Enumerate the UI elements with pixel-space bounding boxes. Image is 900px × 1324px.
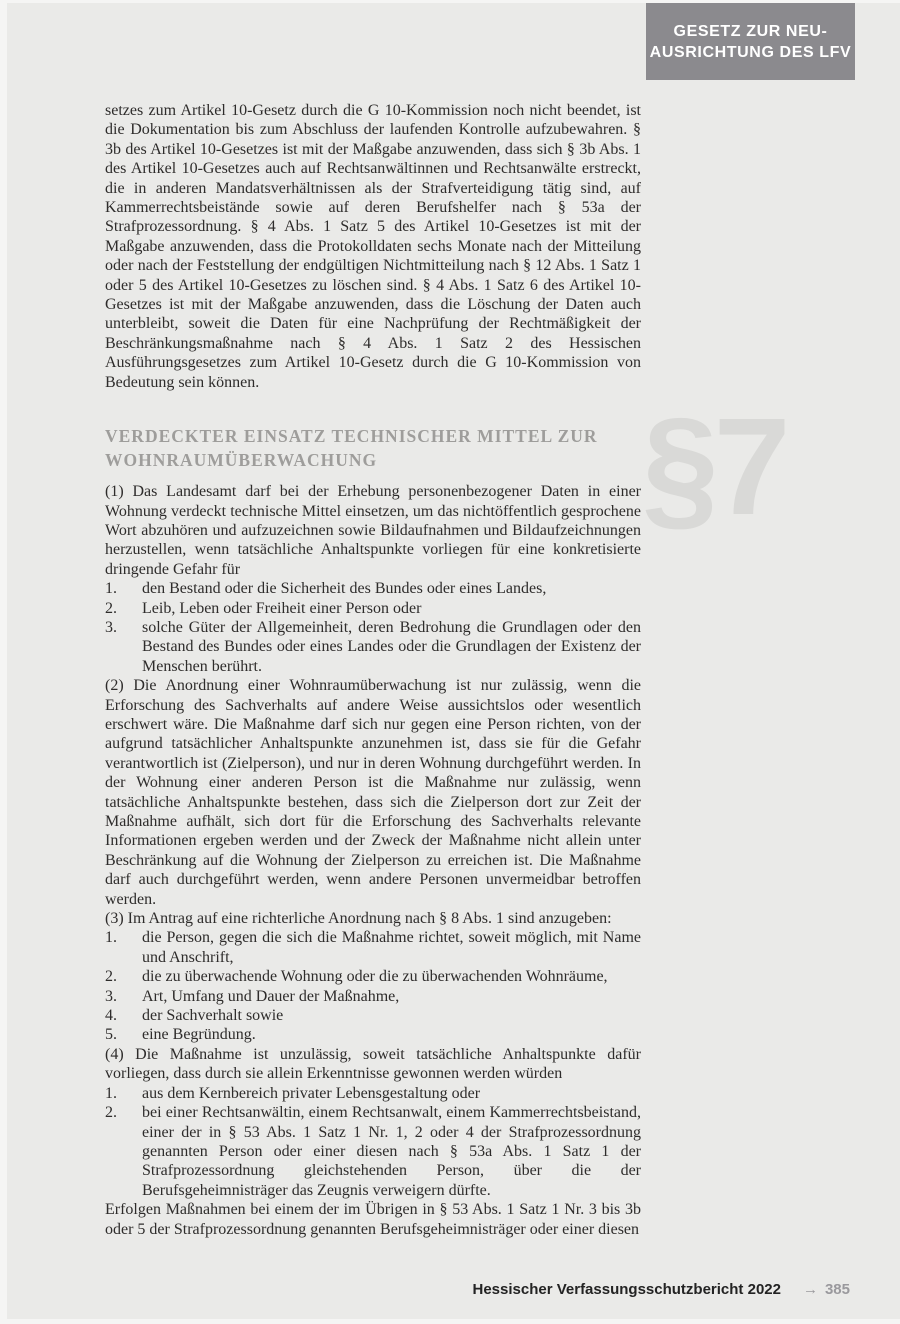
list-item-text: Art, Umfang und Dauer der Maßnahme, [142, 987, 400, 1005]
list-paragraph-1 [105, 579, 641, 676]
list-item [105, 1084, 641, 1103]
list-item-text: aus dem Kernbereich privater Lebensgestaltung oder [142, 1084, 481, 1102]
list-item [105, 1103, 641, 1200]
list-paragraph-4 [105, 1084, 641, 1200]
chapter-header-tab [646, 3, 855, 80]
list-item-text: bei einer Rechtsanwältin, einem Rechtsanwalt, einem Kammerrechtsbeistand, einer der in § 53 Abs. 1 Satz 1 Nr. 1, 2 oder 4 der Strafprozessordnung genannten Person oder einer diesen nach § 53a Abs. 1 Satz 1 der Strafprozessordnung gleichstehenden Person, über die der Berufsgeheimnisträger das Zeugnis verweigern dürfte. [142, 1104, 641, 1199]
list-item-number: 3. [105, 618, 117, 636]
page-edge-bottom [0, 1319, 900, 1324]
list-item-number: 1. [105, 929, 117, 947]
list-item [105, 618, 641, 676]
paragraph-1: (1) Das Landesamt darf bei der Erhebung personenbezogener Daten in einer Wohnung verdeckt technische Mittel einsetzen, um das nichtöffentlich gesprochene Wort abzuhören und aufzuzeichnen sowie Bildaufnahmen und Bildaufzeichnungen herzustellen, wenn tatsächliche Anhaltspunkte vorliegen für eine konkretisierte dringende Gefahr für [105, 483, 641, 578]
list-item-text: die zu überwachende Wohnung oder die zu überwachenden Wohnräume, [142, 968, 608, 986]
list-item-number: 1. [105, 580, 117, 598]
list-item-text: der Sachverhalt sowie [142, 1007, 284, 1025]
list-item-number: 2. [105, 1104, 117, 1122]
list-item-number: 2. [105, 968, 117, 986]
paragraph-4: (4) Die Maßnahme ist unzulässig, soweit tatsächliche Anhaltspunkte dafür vorliegen, dass durch sie allein Erkenntnisse gewonnen werden würden [105, 1045, 641, 1083]
closing-paragraph: Erfolgen Maßnahmen bei einem der im Übrigen in § 53 Abs. 1 Satz 1 Nr. 3 bis 3b oder 5 der Strafprozessordnung genannten Berufsgeheimnisträger oder einer diesen [105, 1201, 641, 1238]
arrow-right-icon: → [802, 1281, 818, 1298]
chapter-header-line2: AUSRICHTUNG DES LFV [649, 43, 852, 61]
footer-report-title: Hessischer Verfassungsschutzbericht 2022 [472, 1281, 781, 1298]
list-item-text: die Person, gegen die sich die Maßnahme richtet, soweit möglich, mit Name und Anschrift, [142, 929, 641, 966]
list-item-text: eine Begründung. [142, 1026, 256, 1044]
list-item [105, 967, 641, 986]
paragraph-2: (2) Die Anordnung einer Wohnraumüberwachung ist nur zulässig, wenn die Erforschung des Sachverhalts auf andere Weise aussichtslos oder wesentlich erschwert wäre. Die Maßnahme darf sich nur gegen eine Person richten, von der aufgrund tatsächlicher Anhaltspunkte anzunehmen ist, dass sie für die Gefahr verantwortlich ist (Zielperson), und nur in deren Wohnung durchgeführt werden. In der Wohnung einer anderen Person ist die Maßnahme nur zulässig, wenn tatsächliche Anhaltspunkte bestehen, dass sich die Zielperson dort zur Zeit der Maßnahme aufhält, sich dort für die Erforschung des Sachverhalts relevante Informationen ergeben werden und der Zweck der Maßnahme nicht allein unter Beschränkung auf die Wohnung der Zielperson zu erreichen ist. Die Maßnahme darf auch durchgeführt werden, wenn andere Personen unvermeidbar betroffen werden. [105, 677, 641, 908]
list-paragraph-3 [105, 928, 641, 1044]
list-item [105, 987, 641, 1006]
list-item [105, 1025, 641, 1044]
list-item [105, 579, 641, 598]
body-text-column [105, 101, 641, 1239]
list-item-number: 3. [105, 987, 117, 1005]
section-heading: VERDECKTER EINSATZ TECHNISCHER MITTEL ZUR WOHNRAUMÜBERWACHUNG [105, 426, 598, 470]
list-item [105, 1006, 641, 1025]
list-item-number: 4. [105, 1007, 117, 1025]
list-item-text: solche Güter der Allgemeinheit, deren Bedrohung die Grundlagen oder den Bestand des Bundes oder eines Landes oder die Grundlagen der Existenz der Menschen berührt. [142, 618, 641, 675]
page-number: 385 [824, 1281, 850, 1298]
list-item-number: 1. [105, 1084, 117, 1102]
section-number-watermark: §7 [642, 390, 786, 544]
page-footer [472, 1281, 850, 1298]
list-item-text: Leib, Leben oder Freiheit einer Person oder [142, 599, 422, 617]
page-edge-left [0, 0, 7, 1324]
list-item [105, 599, 641, 618]
list-item [105, 928, 641, 967]
list-item-text: den Bestand oder die Sicherheit des Bundes oder eines Landes, [142, 580, 547, 598]
list-item-number: 2. [105, 599, 117, 617]
paragraph-3: (3) Im Antrag auf eine richterliche Anordnung nach § 8 Abs. 1 sind anzugeben: [105, 910, 612, 928]
chapter-header-line1: GESETZ ZUR NEU- [673, 22, 828, 40]
list-item-number: 5. [105, 1026, 117, 1044]
intro-paragraph: setzes zum Artikel 10-Gesetz durch die G 10-Kommission noch nicht beendet, ist die Dokumentation bis zum Abschluss der laufenden Kontrolle aufzubewahren. § 3b des Artikel 10-Gesetzes ist mit der Maßgabe anzuwenden, dass sich § 3b Abs. 1 des Artikel 10-Gesetzes auch auf Rechtsanwältinnen und Rechtsanwälte erstreckt, die in anderen Mandatsverhältnissen als der Strafverteidigung tätig sind, auf Kammerrechtsbeistände sowie auf deren Berufshelfer nach § 53a der Strafprozessordnung. § 4 Abs. 1 Satz 5 des Artikel 10-Gesetzes ist mit der Maßgabe anzuwenden, dass die Protokolldaten sechs Monate nach der Mitteilung oder nach der Feststellung der endgültigen Nichtmitteilung nach § 12 Abs. 1 Satz 1 oder 5 des Artikel 10-Gesetzes zu löschen sind. § 4 Abs. 1 Satz 6 des Artikel 10-Gesetzes ist mit der Maßgabe anzuwenden, dass die Löschung der Daten auch unterbleibt, soweit die Daten für eine Nachprüfung der Rechtmäßigkeit der Beschränkungsmaßnahme nach § 4 Abs. 1 Satz 2 des Hessischen Ausführungsgesetzes zum Artikel 10-Gesetz durch die G 10-Kommission von Bedeutung sein können. [105, 102, 641, 391]
